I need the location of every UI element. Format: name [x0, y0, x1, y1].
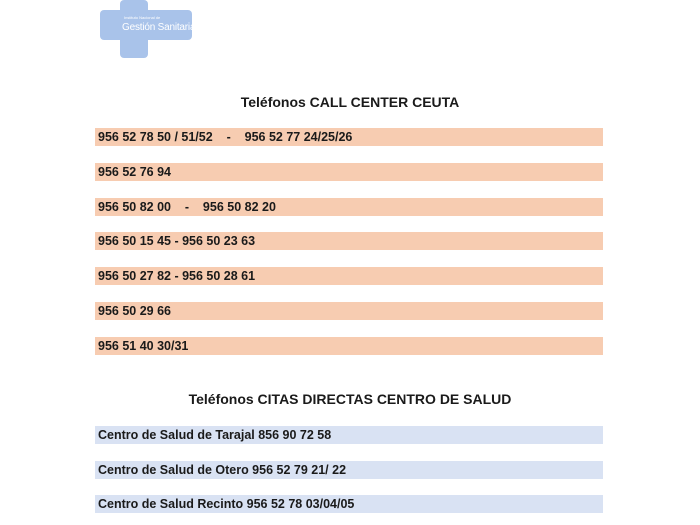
call-center-row: 956 51 40 30/31: [95, 337, 603, 355]
call-center-row: 956 50 82 00 - 956 50 82 20: [95, 198, 603, 216]
health-center-row: Centro de Salud de Otero 956 52 79 21/ 22: [95, 461, 603, 479]
call-center-row: 956 50 15 45 - 956 50 23 63: [95, 232, 603, 250]
call-center-row: 956 52 76 94: [95, 163, 603, 181]
logo-main-text: Gestión Sanitaria: [122, 22, 196, 33]
ingesa-logo: [100, 0, 196, 58]
call-center-title: Teléfonos CALL CENTER CEUTA: [240, 94, 460, 110]
call-center-row: 956 50 27 82 - 956 50 28 61: [95, 267, 603, 285]
citas-directas-title: Teléfonos CITAS DIRECTAS CENTRO DE SALUD: [188, 391, 512, 407]
health-center-row: Centro de Salud de Tarajal 856 90 72 58: [95, 426, 603, 444]
health-center-row: Centro de Salud Recinto 956 52 78 03/04/05: [95, 495, 603, 513]
call-center-row: 956 50 29 66: [95, 302, 603, 320]
logo-small-text: Instituto Nacional de: [124, 15, 161, 20]
call-center-row: 956 52 78 50 / 51/52 - 956 52 77 24/25/26: [95, 128, 603, 146]
